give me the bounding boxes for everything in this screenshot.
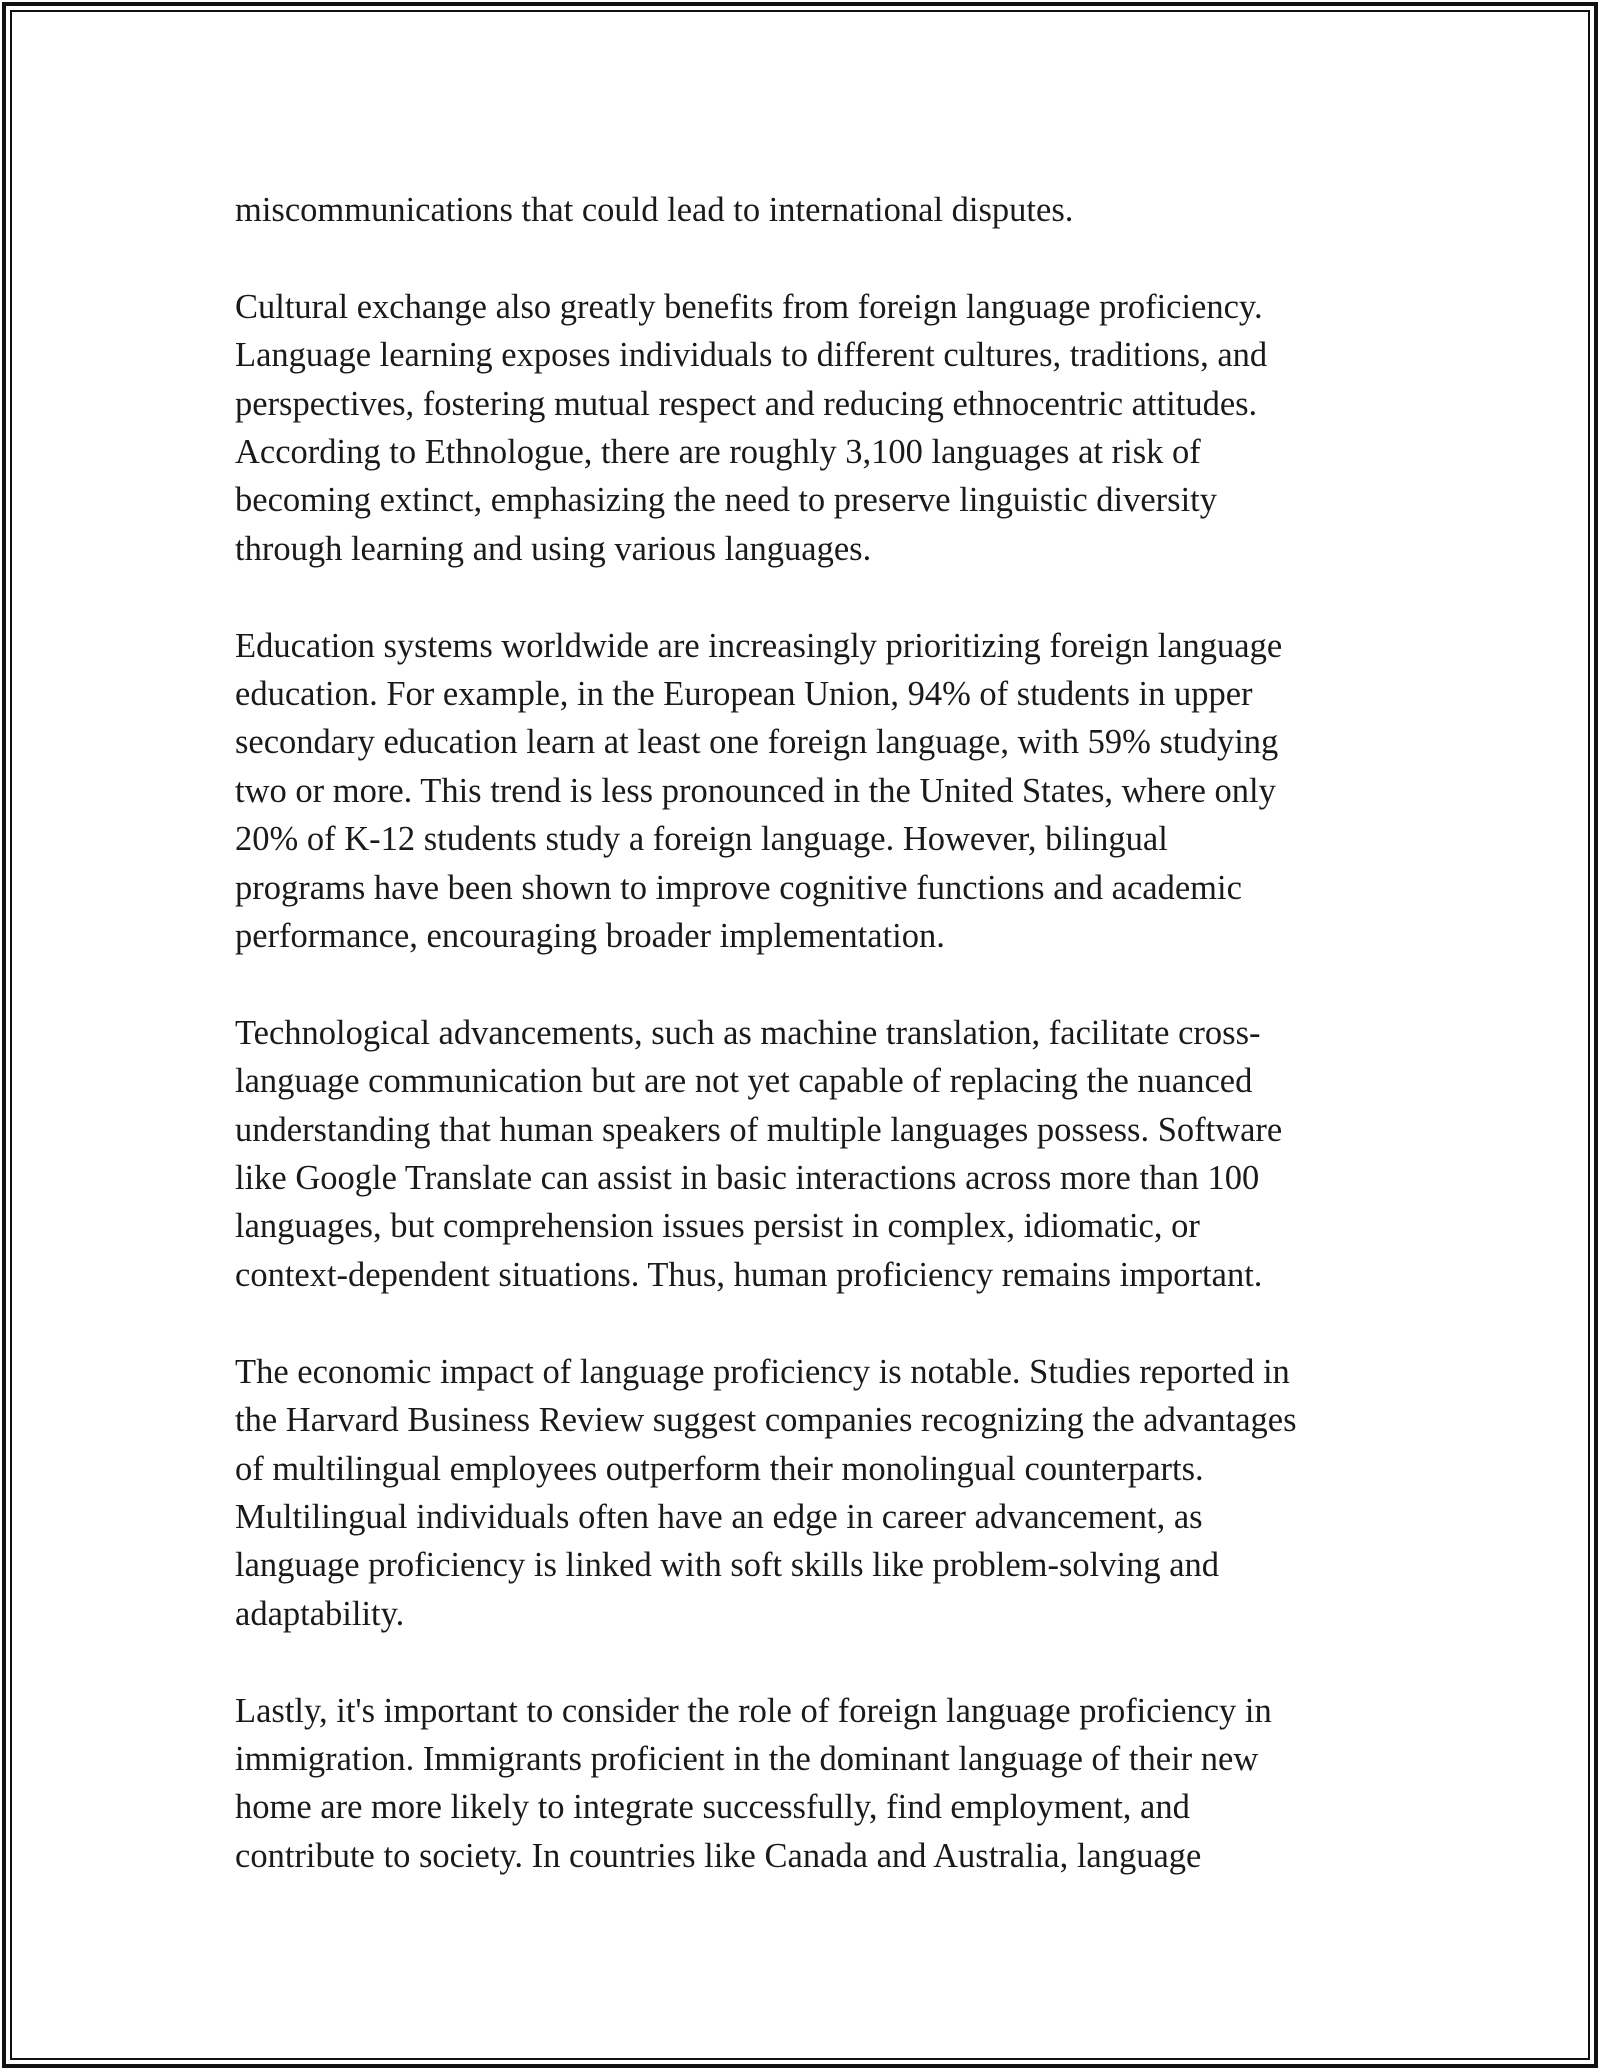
text-line: Lastly, it's important to consider the role of foreign language proficiency in (235, 1691, 1272, 1730)
text-line: language communication but are not yet capable of replacing the nuanced (235, 1062, 1253, 1101)
text-line: education. For example, in the European Union, 94% of students in upper (235, 675, 1253, 714)
paragraph-2 (235, 283, 1375, 573)
paragraph-5 (235, 1348, 1375, 1638)
text-line: immigration. Immigrants proficient in the dominant language of their new (235, 1739, 1259, 1778)
text-line: two or more. This trend is less pronounced in the United States, where only (235, 771, 1276, 810)
text-line: of multilingual employees outperform their monolingual counterparts. (235, 1449, 1204, 1488)
text-line: language proficiency is linked with soft skills like problem-solving and (235, 1546, 1220, 1585)
text-line: Cultural exchange also greatly benefits from foreign language proficiency. (235, 287, 1263, 326)
paragraph-1 (235, 186, 1375, 234)
text-line: becoming extinct, emphasizing the need to preserve linguistic diversity (235, 481, 1218, 520)
text-line: Multilingual individuals often have an edge in career advancement, as (235, 1497, 1203, 1536)
text-line: 20% of K-12 students study a foreign language. However, bilingual (235, 820, 1168, 859)
text-line: The economic impact of language proficiency is notable. Studies reported in (235, 1352, 1290, 1391)
text-line: through learning and using various languages. (235, 529, 872, 568)
document-body (235, 186, 1375, 1880)
text-line: Technological advancements, such as machine translation, facilitate cross- (235, 1013, 1261, 1052)
text-line: adaptability. (235, 1594, 405, 1633)
text-line: According to Ethnologue, there are roughly 3,100 languages at risk of (235, 433, 1201, 472)
text-line: context-dependent situations. Thus, human proficiency remains important. (235, 1255, 1263, 1294)
text-line: secondary education learn at least one foreign language, with 59% studying (235, 723, 1279, 762)
text-line: performance, encouraging broader implementation. (235, 917, 945, 956)
text-line: miscommunications that could lead to international disputes. (235, 191, 1074, 229)
text-line: Language learning exposes individuals to different cultures, traditions, and (235, 336, 1268, 375)
paragraph-4 (235, 1009, 1375, 1299)
text-line: home are more likely to integrate successfully, find employment, and (235, 1788, 1190, 1827)
paragraph-6 (235, 1687, 1375, 1881)
text-line: like Google Translate can assist in basic interactions across more than 100 (235, 1159, 1260, 1198)
text-line: understanding that human speakers of multiple languages possess. Software (235, 1110, 1283, 1149)
text-line: perspectives, fostering mutual respect and reducing ethnocentric attitudes. (235, 384, 1258, 423)
text-line: Education systems worldwide are increasingly prioritizing foreign language (235, 626, 1283, 665)
text-line: languages, but comprehension issues persist in complex, idiomatic, or (235, 1207, 1200, 1246)
text-line: the Harvard Business Review suggest companies recognizing the advantages (235, 1401, 1297, 1440)
paragraph-3 (235, 622, 1375, 961)
text-line: programs have been shown to improve cognitive functions and academic (235, 868, 1242, 907)
text-line: contribute to society. In countries like Canada and Australia, language (235, 1836, 1202, 1875)
